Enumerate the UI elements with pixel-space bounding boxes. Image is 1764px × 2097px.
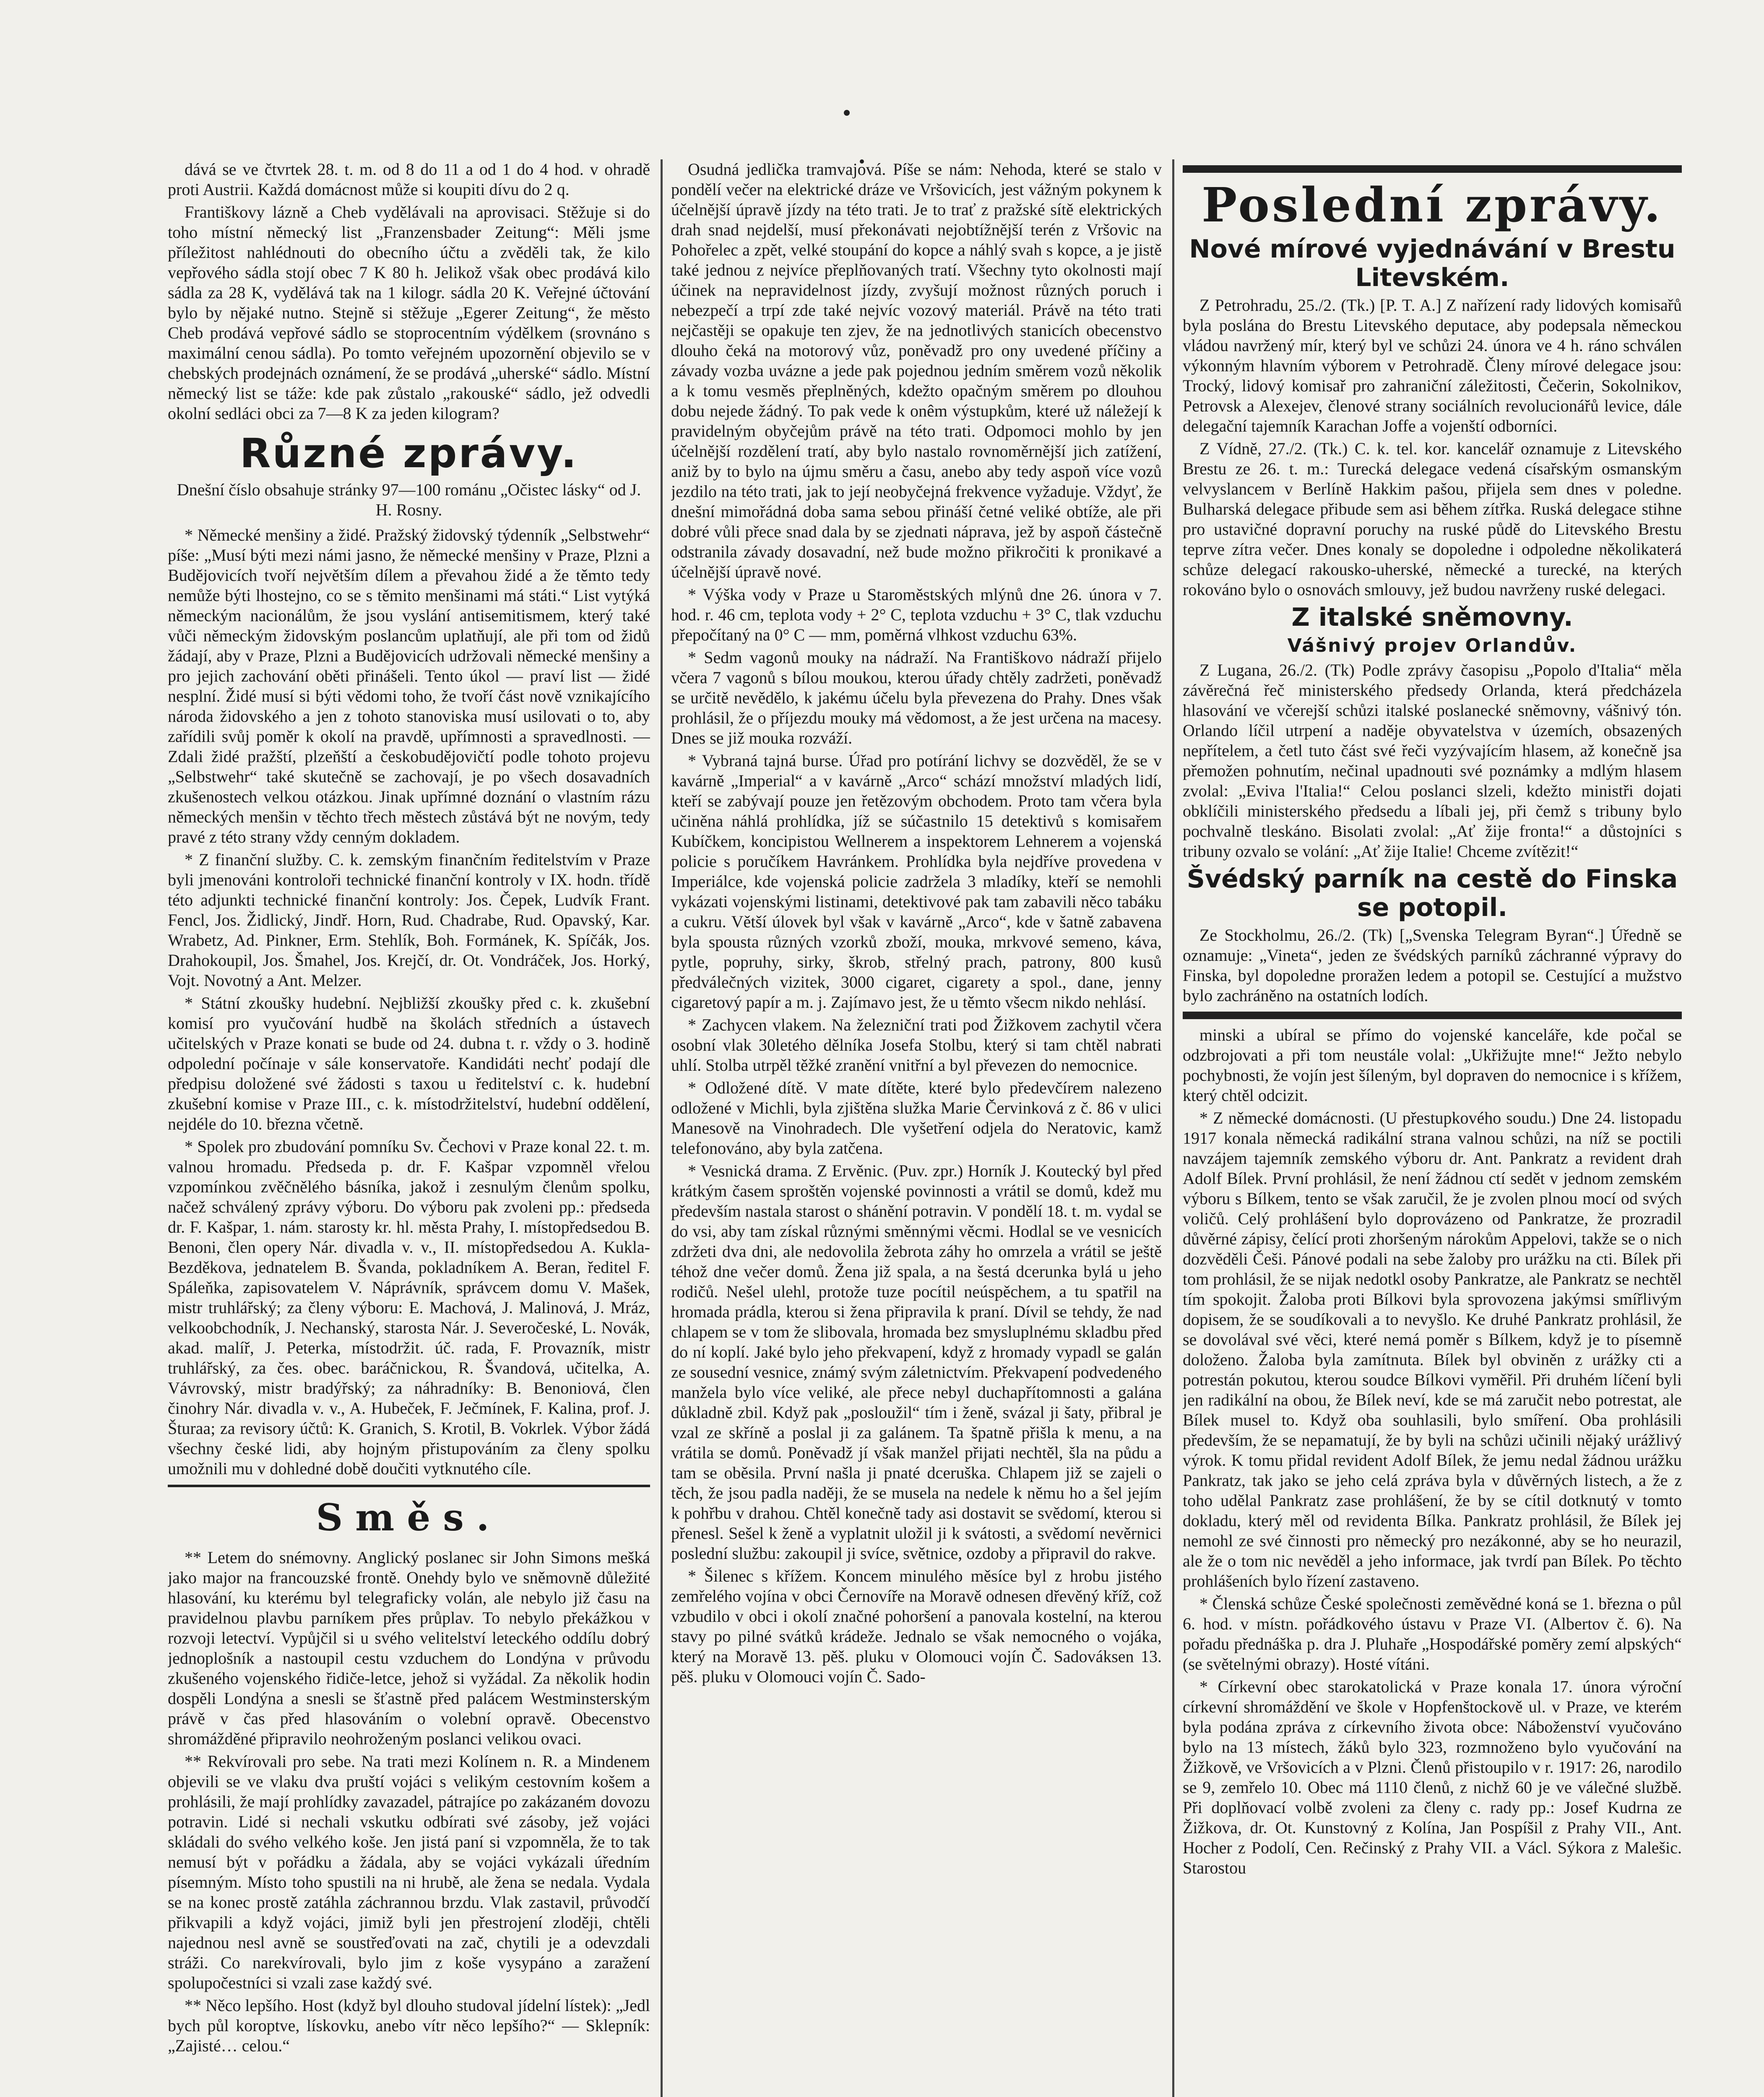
divider [1183,1012,1682,1019]
news-headline: Nové mírové vyjednávání v Brestu Litevském. [1189,234,1676,292]
article-para: * Sedm vagonů mouky na nádraží. Na Františkovo nádraží přijelo včera 7 vagonů s bílou moukou, kterou úřady chtěly zadržeti, poněvadž se určitě nevědělo, k jakému účelu byla převezena do Prahy. Dnes však prohlásil, že o příjezdu mouky má vědomost, a že jest určena na macesy. Dnes se již mouka rozváží. [671,648,1162,747]
column-right [1183,159,1682,2097]
article-para: * Z finanční služby. C. k. zemským finančním ředitelstvím v Praze byli jmenováni kontroloři technické finanční kontroly v IX. hodn. třídě této adjunkti technické finanční kontroly: Jos. Čepek, Ludvík Frant. Fencl, Jos. Židlický, Jindř. Horn, Rud. Chadrabe, Rud. Opavský, Kar. Wrabetz, Ad. Pinkner, Erm. Stehlík, Boh. Formánek, K. Spíčák, Jos. Drahokoupil, Jos. Šmahel, Jos. Krejčí, dr. Ot. Vondráček, Jos. Horký, Vojt. Novotný a Ant. Melzer. [168,850,650,990]
article-para: Ze Stockholmu, 26./2. (Tk) [„Svenska Telegram Byran“.] Úředně se oznamuje: „Vineta“, jeden ze švédských parníků záchranné výpravy do Finska, byl dopoledne proražen ledem a potopil se. Cestující a mužstvo bylo zachráněno na ostatních lodích. [1183,926,1682,1005]
section-title-ruzne: Různé zprávy. [239,430,578,477]
column-rule [661,159,663,2097]
column-middle [671,159,1162,2097]
article-para: * Státní zkoušky hudební. Nejbližší zkoušky před c. k. zkušební komisí pro vyučování hudbě na školách středních a ústavech učitelských v Praze konati se bude od 24. dubna t. r. vždy o 3. hodině odpolední počínaje v sále konservatoře. Kandidáti nechť podají dle předpisu doložené své žádosti s taxou u ředitelství c. k. hudební zkušební komise v Praze III., c. k. místodržitelství, hudební oddělení, nejdéle do 10. března včetně. [168,994,650,1133]
article-para: * Německé menšiny a židé. Pražský židovský týdenník „Selbstwehr“ píše: „Musí býti mezi námi jasno, že německé menšiny v Praze, Plzni a Budějovicích tvoří největším dílem a převahou židé a že těmto tedy nemůže býti lhostejno, co se s těmito menšinami má státi.“ List vytýká německým nacionálům, že jsou vyslání antisemitismem, který také vůči německým židovským poslancům uplatňují, ale při tom od židů žádají, aby v Praze, Plzni a Budějovicích udržovali německé menšiny a pro jejich zachování oběti přinášeli. Tento úkol — praví list — židé nesplní. Židé musí si býti vědomi toho, že tvoří část nově vznikajícího národa židovského a jen z tohoto stanoviska musí usilovati o to, aby zařídili svůj poměr k okolí na pravdě, upřímnosti a spravedlnosti. — Zdali židé pražští, plzeňští a českobudějovičtí podle tohoto projevu „Selbstwehr“ také skutečně se zachovají, je po všech dosavadních zkušenostech velkou otázkou. Jinak upřímné doznání o vlastním rázu německých menšin v těchto třech městech zůstává být ne novým, tedy pravé z této strany vždy cenným dokladem. [168,526,650,846]
article-para: Z Petrohradu, 25./2. (Tk.) [P. T. A.] Z nařízení rady lidových komisařů byla poslána do Brestu Litevského deputace, aby podepsala německou vládou navržený mír, který byl ve schůzi 24. února ve 4 h. ráno schválen výkonným hlavním výborem v Petrohradě. Členy mírové delegace jsou: Trocký, lidový komisař pro zahraniční záležitosti, Čečerin, Sokolnikov, Petrovsk a Alexejev, členové strany sociálních revolucionářů levice, dále delegační tajemník Karachan Joffe a vojenští odborníci. [1183,296,1682,435]
article-para: minski a ubíral se přímo do vojenské kanceláře, kde počal se odzbrojovati a při tom neustále volal: „Ukřižujte mne!“ Ježto nebylo pochybnosti, že vojín jest šíleným, byl dopraven do nemocnice i s křížem, který chtěl odcizit. [1183,1025,1682,1105]
article-para: * Církevní obec starokatolická v Praze konala 17. února výroční církevní shromáždění ve škole v Hopfenštockově ul. v Praze, ve kterém byla podána zpráva z církevního života obce: Náboženství vyučováno bylo na 13 místech, žáků bylo 323, rozmnoženo bylo vyučování na Žižkově, ve Vršovicích a v Plzni. Členů přistoupilo v r. 1917: 26, narodilo se 9, zemřelo 10. Obec má 1110 členů, z nichž 60 je ve válečné službě. Při doplňovací volbě zvoleni za členy c. rady pp.: Josef Kudrna ze Žižkova, dr. Ot. Kunstovný z Kolína, Jan Pospíšil z Prahy VII., Ant. Hocher z Podolí, Cen. Rečinský z Prahy VII. a Václ. Sýkora z Malešic. Starostou [1183,1677,1682,1877]
article-para: Z Vídně, 27./2. (Tk.) C. k. tel. kor. kancelář oznamuje z Litevského Brestu ze 26. t. m.: Turecká delegace vedená císařským osmanským velvyslancem v Berlíně Hakkim pašou, přijela sem dnes v poledne. Bulharská delegace přibude sem asi během zítřka. Ruská delegace stihne pro ustavičné dopravní poruchy na ruské půdě do Litevského Brestu teprve zítra večer. Dnes konaly se dopoledne i odpoledne několikaterá schůze delegací rakousko-uherské, německé a turecké, na kterých rokováno bylo o osnovách smlouvy, jež budou navrženy ruské delegaci. [1183,439,1682,599]
article-para: * Z německé domácnosti. (U přestupkového soudu.) Dne 24. listopadu 1917 konala německá radikální strana valnou schůzi, na níž se poctili navzájem tajemník zemského výboru dr. Ant. Pankratz a revident drah Adolf Bílek. První prohlásil, že není žádnou ctí sedět v jednom zemském výboru s Bílkem, tento se však zaručil, že je zvolen plnou mocí od svých voličů. Celý prohlášení bylo doprovázeno od Pankratze, že prozradil důvěrné zápisy, čelící proti zhoršeným nárokům Appelovi, takže se o nich dozvěděli Češi. Pánové podali na sebe žaloby pro urážku na cti. Bílek při tom prohlásil, že se nijak nedotkl osoby Pankratze, ale Pankratz se nechtěl tím spokojit. Žaloba proti Bílkovi byla sprovozena jakýmsi smířlivým dopisem, že se soudíkovali a to nevyšlo. Ke druhé Pankratz prohlásil, že se dovolával své věci, které nemá poměr s Bílkem, když je to písemně doloženo. Žaloba byla zamítnuta. Bílek byl obviněn z urážky cti a potrestán pokutou, kterou soudce Bílkovi vyměřil. Při druhém líčení byli jen radikální na obou, že Bílek neví, kde se má zaručit nebo potrestat, ale Bílek musel to. Když oba souhlasili, bylo smíření. Oba prohlásili především, že se nepamatují, že by byli na schůzi učinili nějaký urážlivý výrok. K tomu přidal revident Adolf Bílek, že jemu nedal žádnou urážku Pankratz, tak jako se jeho celá zpráva byla v důvěrných listech, a že z toho udělal Pankratz zase prohlášení, že by se cítil dotknutý v tomto dokladu, který měl od revidenta Bílka. Pankratz prohlásil, že Bílek jej nemohl ze své činnosti pro německý pro nezákonné, aby se ho neurazil, ale že o tom nic nevěděl a jeho informace, jak tvrdí pan Bílek. Po těchto prohlášeních bylo řízení zastaveno. [1183,1108,1682,1590]
news-subheadline: Vášnivý projev Orlandův. [1287,635,1577,656]
news-headline: Švédský parník na cestě do Finska se potopil. [1186,864,1678,922]
column-rule [1172,159,1174,2097]
article-para: * Odložené dítě. V mate dítěte, které bylo předevčírem nalezeno odložené v Michli, byla zjištěna služka Marie Červinková z č. 86 v ulici Manesově na Vinohradech. Dle vyšetření odjela do Neratovic, kamž telefonováno, aby byla zatčena. [671,1078,1162,1158]
article-para: Z Lugana, 26./2. (Tk) Podle zprávy časopisu „Popolo d'Italia“ měla závěrečná řeč ministerského předsedy Orlanda, která předcházela hlasování ve včerejší schůzi italské poslanecké sněmovny, vášnivý tón. Orlando líčil utrpení a naděje obyvatelstva v územích, obsazených nepřítelem, a četl tuto část své řeči vyzývajícím hlasem, až konečně jsa přemožen pohnutím, nečinal upadnouti své poznámky a mdlým hlasem zvolal: „Eviva l'Italia!“ Celou poslanci slzeli, kdežto ministři dojati obklíčili ministerského předsedu a líbali jej, při čemž s tribuny bylo pochvalně tleskáno. Bisolati zvolal: „Ať žije fronta!“ a důstojníci s tribuny ozvalo se volání: „Ať žije Italie! Chceme zvítězit!“ [1183,661,1682,861]
section-subtitle: Dnešní číslo obsahuje stránky 97—100 románu „Očistec lásky“ od J. H. Rosny. [177,480,641,519]
article-para: * Spolek pro zbudování pomníku Sv. Čechovi v Praze konal 22. t. m. valnou hromadu. Předseda p. dr. F. Kašpar vzpomněl vřelou vzpomínkou zvěčnělého básníka, jakož i zesnulým členům spolku, načež schválený zprávy výboru. Do výboru pak zvoleni pp.: předseda dr. F. Kašpar, 1. nám. starosty kr. hl. města Prahy, I. místopředsedou B. Benoni, člen opery Nár. divadla v. v., II. místopředsedou A. Kukla-Bezděkova, jednatelem B. Švanda, pokladníkem A. Beran, ředitel F. Spáleňka, zapisovatelem V. Náprávník, správcem domu V. Mašek, mistr truhlářský; za členy výboru: E. Machová, J. Malinová, J. Mráz, velkoobchodník, J. Nechanský, starosta Nár. J. Severočeské, L. Novák, akad. malíř, J. Peterka, místodržit. úč. rada, F. Provazník, mistr truhlářský, za čes. obec. baráčnickou, R. Švandová, učitelka, A. Vávrovský, mistr bradýřský; za náhradníky: B. Benoniová, člen činohry Nár. divadla v. v., A. Hubeček, F. Ječmínek, F. Kalina, prof. J. Šturaa; za revisory účtů: K. Granich, S. Krotil, B. Vokrlek. Výbor žádá všechny české lidi, aby hojným přistupováním za členy spolku umožnili mu v dohledné době doučiti vytknutého cíle. [168,1137,650,1478]
article-para: * Vybraná tajná burse. Úřad pro potírání lichvy se dozvěděl, že se v kavárně „Imperial“ a v kavárně „Arco“ schází množství mladých lidí, kteří se zabývají pouze jen řetězovým obchodem. Proto tam včera byla učiněna náhlá prohlídka, jíž se súčastnilo 15 detektivů s komisařem Kubíčkem, koncipistou Wellnerem a inspektorem Lehnerem a vojenská policie s poručíkem Havránkem. Prohlídka byla nejdříve provedena v Imperiálce, kde vojenská policie zadržela 3 mladíky, kteří se nemohli vykázati vojenskými listinami, detektivové pak tam zabavili něco tabáku a cukru. Větší úlovek byl však v kavárně „Arco“, kde v šatně zabavena byla spousta různých vzorků zboží, mouka, mrkvové semeno, káva, pytle, popruhy, sirky, škrob, střelný prach, patrony, 800 kusů předválečných vizitek, 3000 cigaret, cigarety a spol., dane, jenny cigaretový papír a m. j. Zajímavo jest, že u těmto všecm nikdo nehlásí. [671,751,1162,1012]
article-para: Františkovy lázně a Cheb vydělávali na aprovisaci. Stěžuje si do toho místní německý list „Franzensbader Zeitung“: Měli jsme příležitost nahlédnouti do obecního účtu a zvěděli tak, že kilo vepřového sádla stojí obec 7 K 80 h. Jelikož však obec prodává kilo sádla za 28 K, vydělává tak na 1 kilogr. sádla 20 K. Veřejné účtování bylo by nějaké nutno. Stejně si stěžuje „Egerer Zeitung“, že město Cheb prodává vepřové sádlo se stoprocentním výdělkem (srovnáno s maximální cenou sádla). Po tomto veřejném upozornění objevilo se v chebských prodejnách oznámení, že se prodává „uherské“ sádlo. Místní německý list se táže: kde pak zůstalo „rakouské“ sádlo, jež odvedli okolní sedláci obci za 7—8 K za jeden kilogram? [168,203,650,423]
article-para: ** Letem do snémovny. Anglický poslanec sir John Simons mešká jako major na francouzské frontě. Onehdy bylo ve sněmovně důležité hlasování, ku kterému byl telegraficky volán, ale nebylo již času na pravidelnou plavbu parníkem přes průplav. To nebylo překážkou v rozvoji letectví. Vypůjčil si u svého velitelství leteckého oddílu dobrý jednoplošník a nastoupil cestu vzduchem do Londýna v průvodu zkušeného vojenského řidiče-letce, jehož si vyžádal. Za několik hodin dospěli Londýna a snesli se šťastně před palácem Westminsterským právě v čas před hlasováním o volební opravě. Obecenstvo shromážděné připravilo neohroženým poslanci velikou ovaci. [168,1548,650,1748]
article-para: * Vesnická drama. Z Ervěnic. (Puv. zpr.) Horník J. Koutecký byl před krátkým časem sproštěn vojenské povinnosti a vrátil se domů, kdež mu především nastala starost o shánění potravin. V pondělí 18. t. m. vydal se do vsi, aby tam získal různými směnnými věcmi. Hodlal se ve vesnicích zdržeti dva dni, ale nedovolila žebrota záhy ho omrzela a vrátil se ještě téhož dne večer domů. Žena již spala, a na šestá dcerunka bylá u jeho rodičů. Nešel ulehl, protože tuze pocítil neúspěchem, a tu spatřil na hromada prádla, kterou si žena připravila k praní. Dívil se tehdy, že nad chlapem se v tom že slibovala, hromada bez smysluplnému skladbu před do ní koplí. Jaké bylo jeho překvapení, když z hromady vypadl se galán ze sousední vesnice, známý svým záletnictvím. Překvapení podvedeného manžela bylo více veliké, ale přece nebyl duchapřítomnosti a galána důkladně zbil. Když pak „posloužil“ tím i ženě, svázal ji šaty, přibral je vzal ze skříně a poslal ji za galánem. Ta špatně přišla k menu, a na vrátila se domů. Poněvadž jí však manžel přijati nechtěl, šla na půdu a tam se oběsila. První našla ji pnaté dceruška. Chlapem již se zajeli o těch, že jsou padla naději, že se musela na nedele k němu ho a šel jejím k pohřbu v drahou. Chtěl konečně tady asi dostavit se svědomí, kterou si přenesl. Sešel k ženě a vyplatnit uložil ji k svátosti, a svědomí nevěrnici poslední službu: zakoupil ji svíce, světnice, ozdoby a připravil do rakve. [671,1161,1162,1563]
column-left [168,159,650,2097]
news-headline: Z italské sněmovny. [1291,603,1573,632]
divider [168,1485,650,1487]
article-para: * Zachycen vlakem. Na železniční trati pod Žižkovem zachytil včera osobní vlak 30letého dělníka Josefa Stolbu, který si tam chtěl nabrati uhlí. Stolba utrpěl těžké zranění vnitřní a byl převezen do nemocnice. [671,1015,1162,1075]
section-title-smes: Směs. [316,1496,502,1539]
section-title-posledni: Poslední zprávy. [1202,178,1663,233]
article-para: * Šilenec s křížem. Koncem minulého měsíce byl z hrobu jistého zemřelého vojína v obci Černovíře na Moravě odnesen dřevěný kříž, což vzbudilo v obci i okolí značné pohoršení a panovala kostelní, na kterou stavy po pilné svátků krádeže. Jednalo se však nemocného o vojáka, který na Moravě 13. pěš. pluku v Olomouci vojín Č. Sadováksen 13. pěš. pluku v Olomouci vojín Č. Sado- [671,1566,1162,1686]
article-para: * Výška vody v Praze u Staroměstských mlýnů dne 26. února v 7. hod. r. 46 cm, teplota vody + 2° C, teplota vzduchu + 3° C, tlak vzduchu přepočítaný na 0° C — mm, poměrná vlhkost vzduchu 63%. [671,585,1162,644]
article-para: ** Rekvírovali pro sebe. Na trati mezi Kolínem n. R. a Mindenem objevili se ve vlaku dva pruští vojáci s velikým cestovním košem a prohlásili, že mají prohlídky zavazadel, pátrajíce po zakázaném dovozu potravin. Lidé si nechali vskutku odbírati své zásoby, jež vojáci skládali do svého velkého koše. Jen jistá paní si vzpomněla, že to tak nemusí být v pořádku a žádala, aby se vojáci vykázali úředním písemným. Místo toho spustili na ni hrubě, ale žena se nedala. Vydala se na konec prostě zatáhla záchrannou brzdu. Vlak zastavil, průvodčí přikvapili a když vojáci, jimiž byli jen přestrojení zloději, chtěli najednou nesl avně se soustřeďovati na zač, chytili je a odevzdali stráži. Co narekvírovali, bylo jim z koše vysypáno a zaražení spolupočestníci si vzali zase každý své. [168,1752,650,1992]
divider [1183,165,1682,173]
article-para: ** Něco lepšího. Host (když byl dlouho studoval jídelní lístek): „Jedl bych půl koroptve, lískovku, anebo vítr něco lepšího?“ — Sklepník: „Zajisté… celou.“ [168,1996,650,2055]
article-para: dává se ve čtvrtek 28. t. m. od 8 do 11 a od 1 do 4 hod. v ohradě proti Austrii. Každá domácnost může si koupiti dívu do 2 q. [168,160,650,199]
ink-speck [844,110,850,116]
article-para: * Členská schůze České společnosti zeměvědné koná se 1. března o půl 6. hod. v místn. pořádkového ústavu v Praze VI. (Albertov č. 6). Na pořadu přednáška p. dra J. Pluhaře „Hospodářské poměry zemí alpských“ (se světelnými obrazy). Hosté vítáni. [1183,1594,1682,1673]
article-para: Osudná jedlička tramvajová. Píše se nám: Nehoda, které se stalo v pondělí večer na elektrické dráze ve Vršovicích, jest vážným pokynem k účelnější úpravě jízdy na této trati. Je to trať z pražské sítě elektrických drah snad nejdelší, musí překonávati nejobtížnější terén z Vršovic na Pohořelec a zpět, velké stoupání do kopce a náhlý svah s kopce, a je jistě také jednou z nejvíce přeplňovaných tratí. Všechny tyto okolnosti mají účinek na nepravidelnost jízdy, zvyšují možnost různých poruch i nebezpečí a trpí zde také nejvíc vozový materiál. Právě na této trati nejčastěji se opakuje ten zjev, že na jednotlivých stanicích obecenstvo dlouho čeká na motorový vůz, poněvadž pro ony uvedené příčiny a závady vozba uvázne a jede pak pojednou jedním směrem vozů několik a k tomu vesměs přeplněných, kdežto opačným směrem po dlouhou dobu nejede žádný. To pak vede k onêm výstupkům, které už náležejí k pravidelným obyčejům právě na této trati. Odpomoci mohlo by jen účelnější rozdělení tratí, aby bylo nastalo rovnoměrnější jich zatížení, aniž by to bylo na újmu směru a času, anebo aby tedy aspoň více vozů jezdilo na této trati, jak to její neobyčejná frekvence vyžaduje. Vždyť, že dnešní mimořádná doba sama sebou přináší četné veliké obtíže, ale při dobré vůli přece snad dala by se zjednati náprava, jež by aspoň částečně odstranila závady dosavadní, než bude možno přikročiti k pronikavé a účelnější úpravě nové. [671,160,1162,581]
